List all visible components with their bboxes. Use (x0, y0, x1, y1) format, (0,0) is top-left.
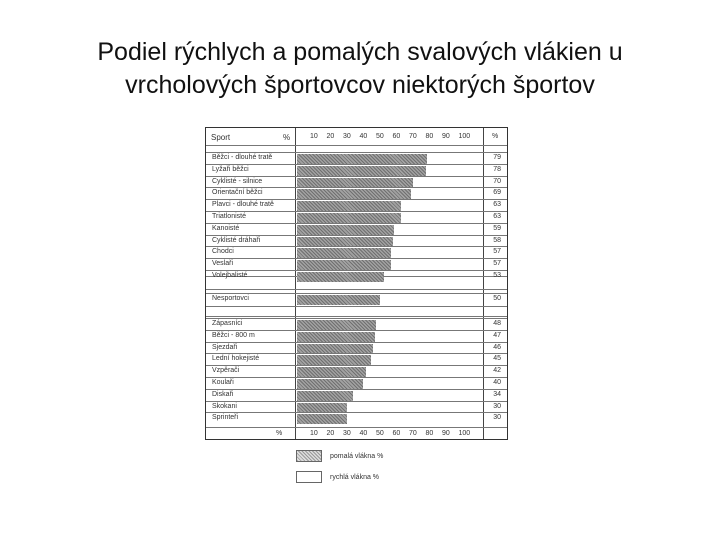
category-label: Diskaři (212, 390, 234, 398)
value-label: 47 (493, 331, 501, 339)
category-label: Chodci (212, 248, 234, 256)
x-tick-bottom: 10 (310, 430, 318, 437)
bar-slow-fibers (297, 260, 391, 270)
value-label: 46 (493, 343, 501, 351)
x-tick-top: 60 (392, 133, 401, 140)
x-tick-bottom: 70 (409, 430, 417, 437)
bar-row (206, 412, 507, 424)
category-label: Běžci - 800 m (212, 331, 255, 339)
x-tick-bottom: 50 (376, 430, 384, 437)
category-label: Zápasníci (212, 320, 243, 327)
title-line-1: Podiel rýchlych a pomalých svalových vlákien u (97, 38, 623, 66)
bar-slow-fibers (297, 403, 347, 413)
bar-slow-fibers (297, 295, 380, 305)
value-label: 45 (493, 355, 501, 363)
row-separator (206, 145, 507, 146)
value-label: 48 (493, 320, 501, 327)
value-label: 30 (493, 402, 501, 410)
bar-slow-fibers (297, 344, 373, 354)
category-label: Koulaři (212, 379, 234, 386)
x-tick-bottom: 30 (343, 430, 351, 437)
bar-row (206, 152, 507, 164)
bar-row (206, 353, 507, 365)
bar-slow-fibers (297, 272, 384, 282)
footer-pct: % (276, 430, 283, 437)
bar-row (206, 342, 507, 354)
bar-slow-fibers (297, 154, 427, 164)
category-label: Orientační běžci (212, 189, 263, 197)
value-label: 63 (493, 201, 501, 209)
value-label: 78 (493, 165, 501, 173)
bar-row (206, 246, 507, 258)
x-tick-top: 20 (326, 133, 335, 140)
category-label: Veslaři (212, 260, 234, 268)
category-label: Cyklisté dráhaři (212, 236, 261, 244)
value-label: 58 (493, 236, 501, 244)
header-pct: % (283, 133, 291, 142)
x-tick-bottom: 90 (442, 430, 450, 437)
category-label: Lyžaři běžci (212, 165, 249, 173)
x-tick-bottom: 60 (392, 430, 401, 437)
bar-row (206, 164, 507, 176)
value-label: 59 (493, 224, 501, 232)
value-label: 40 (493, 379, 501, 386)
category-label: Volejbalisté (212, 272, 248, 279)
bar-row (206, 258, 507, 270)
bar-slow-fibers (297, 213, 401, 223)
header-pct-right: % (492, 133, 499, 140)
bar-slow-fibers (297, 391, 353, 401)
value-label: 70 (493, 177, 501, 185)
bar-slow-fibers (297, 237, 393, 247)
value-label: 30 (493, 414, 501, 422)
value-label: 79 (493, 154, 501, 161)
bar-slow-fibers (297, 355, 371, 365)
category-label: Sprinteři (212, 414, 239, 422)
x-tick-top: 50 (376, 133, 384, 140)
header-sport: Sport (211, 133, 231, 142)
category-label: Skokani (212, 402, 237, 410)
value-label: 69 (493, 189, 501, 197)
category-label: Nesportovci (212, 295, 249, 302)
x-tick-top: 70 (409, 133, 417, 140)
x-tick-bottom: 100 (458, 430, 471, 437)
category-label: Lední hokejisté (212, 355, 260, 363)
category-label: Plavci - dlouhé tratě (212, 201, 274, 209)
category-label: Vzpěrači (212, 367, 240, 375)
row-separator (206, 306, 507, 307)
bar-row (206, 401, 507, 413)
row-separator (206, 427, 507, 428)
bar-slow-fibers (297, 379, 363, 389)
value-label: 57 (493, 260, 501, 268)
category-label: Triatlonisté (212, 213, 246, 220)
value-label: 42 (493, 367, 501, 375)
x-tick-top: 30 (343, 133, 351, 140)
x-tick-top: 40 (359, 133, 368, 140)
legend-slow (296, 450, 383, 462)
bar-slow-fibers (297, 320, 376, 330)
category-label: Běžci - dlouhé tratě (212, 154, 273, 161)
value-label: 53 (493, 272, 501, 279)
legend-label: pomalá vlákna % (330, 452, 384, 460)
value-label: 50 (493, 295, 501, 302)
category-label: Cyklisté - silnice (212, 177, 263, 185)
bar-row (206, 365, 507, 377)
value-label: 57 (493, 248, 501, 256)
x-tick-top: 100 (458, 133, 471, 140)
bar-row (206, 176, 507, 188)
category-label: Kanoisté (212, 224, 240, 232)
slide-title (0, 36, 720, 102)
x-tick-top: 90 (442, 133, 450, 140)
bar-slow-fibers (297, 189, 411, 199)
bar-slow-fibers (297, 248, 391, 258)
bar-row (206, 223, 507, 235)
bar-slow-fibers (297, 367, 366, 377)
bar-slow-fibers (297, 225, 394, 235)
x-tick-bottom: 20 (326, 430, 335, 437)
x-tick-top: 80 (425, 133, 434, 140)
bar-row (206, 330, 507, 342)
fiber-chart (205, 127, 508, 440)
bar-row (206, 235, 507, 247)
value-label: 63 (493, 213, 501, 220)
category-label: Sjezdaři (212, 343, 238, 351)
legend-label: rychlá vlákna % (330, 473, 380, 481)
row-separator (206, 289, 507, 290)
bar-slow-fibers (297, 201, 401, 211)
bar-slow-fibers (297, 166, 426, 176)
bar-slow-fibers (297, 414, 347, 424)
bar-row (206, 318, 507, 330)
bar-row (206, 187, 507, 199)
bar-row (206, 293, 507, 305)
bar-slow-fibers (297, 178, 413, 188)
x-tick-bottom: 80 (425, 430, 434, 437)
bar-row (206, 270, 507, 282)
x-tick-top: 10 (310, 133, 318, 140)
title-line-2: vrcholových športovcov niektorých športov (125, 71, 595, 99)
value-label: 34 (493, 390, 501, 398)
bar-row (206, 199, 507, 211)
bar-row (206, 211, 507, 223)
row-separator (206, 316, 507, 317)
x-tick-bottom: 40 (359, 430, 368, 437)
bar-row (206, 377, 507, 389)
bar-slow-fibers (297, 332, 375, 342)
legend-fast (296, 471, 379, 483)
bar-row (206, 389, 507, 401)
legend-swatch-fast (296, 471, 322, 483)
legend-swatch-slow (296, 450, 322, 462)
